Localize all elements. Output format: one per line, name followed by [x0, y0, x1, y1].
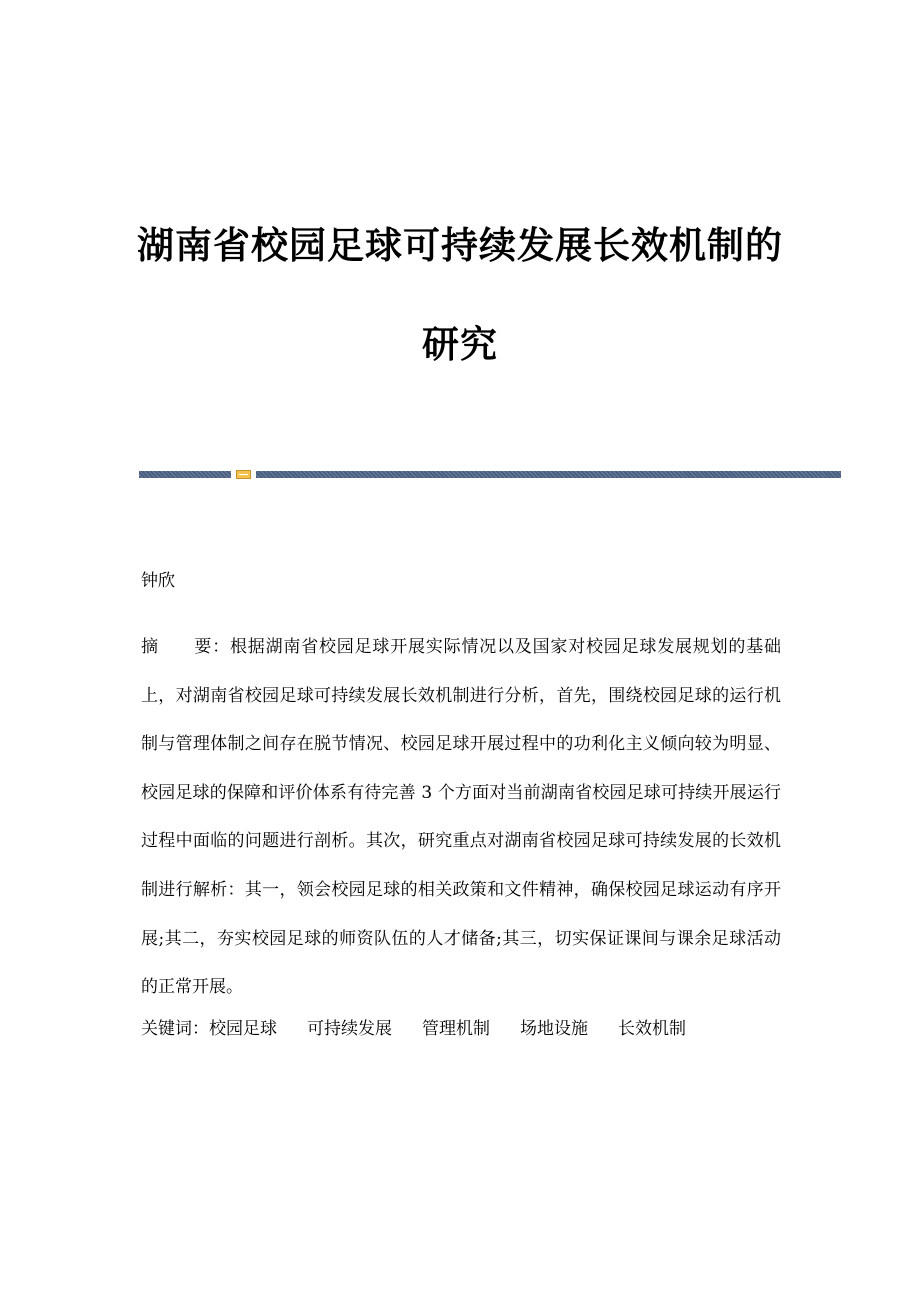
keyword-item: 管理机制 [422, 1019, 490, 1039]
keywords-line [141, 1017, 781, 1041]
document-title-line-2: 研究 [422, 323, 498, 366]
title-divider [139, 470, 841, 479]
abstract-paragraph [141, 623, 781, 1012]
author-name: 钟欣 [141, 571, 175, 591]
keyword-item: 长效机制 [618, 1019, 686, 1039]
abstract-label: 摘 要： [141, 637, 230, 657]
divider-ornament-icon [236, 470, 251, 479]
keyword-item: 可持续发展 [307, 1019, 392, 1039]
divider-bar-left [139, 471, 231, 478]
keyword-item: 校园足球 [209, 1019, 277, 1039]
divider-bar-right [256, 471, 841, 478]
document-title-line-1: 湖南省校园足球可持续发展长效机制的 [137, 224, 783, 267]
keyword-item: 场地设施 [520, 1019, 588, 1039]
keywords-label: 关键词： [141, 1019, 209, 1039]
abstract-body: 根据湖南省校园足球开展实际情况以及国家对校园足球发展规划的基础上，对湖南省校园足球可持续发展长效机制进行分析，首先，围绕校园足球的运行机制与管理体制之间存在脱节情况、校园足球开展过程中的功利化主义倾向较为明显、校园足球的保障和评价体系有待完善 3 个方面对当前湖南省校园足球可持续开展运行过程中面临的问题进行剖析。其次，研究重点对湖南省校园足球可持续发展的长效机制进行解析：其一，领会校园足球的相关政策和文件精神，确保校园足球运动有序开展;其二，夯实校园足球的师资队伍的人才储备;其三，切实保证课间与课余足球活动的正常开展。 [141, 637, 781, 998]
